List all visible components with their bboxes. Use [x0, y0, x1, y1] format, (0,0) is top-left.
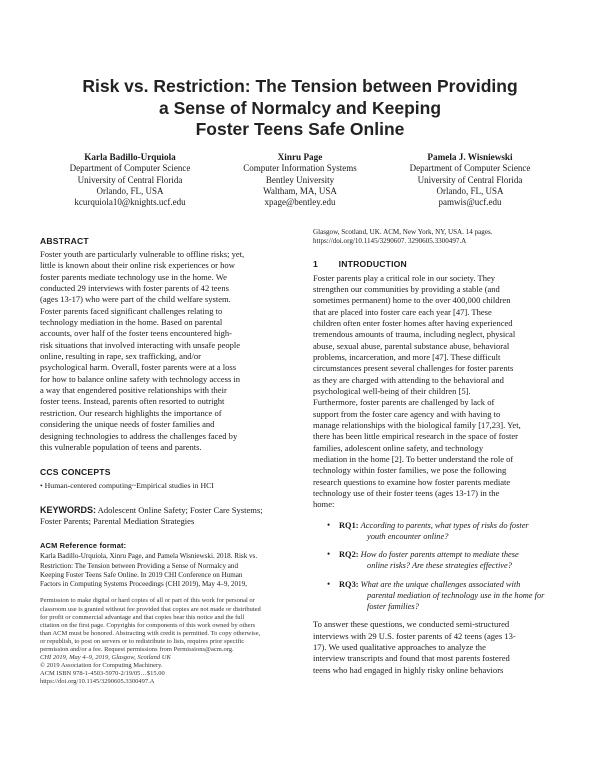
abstract-line: Foster parents faced significant challenges relating to [40, 305, 223, 316]
author-email[interactable]: xpage@bentley.edu [264, 197, 336, 208]
permission-line: Permission to make digital or hard copies of all or part of this work for personal or [40, 597, 255, 605]
rq-line [339, 560, 560, 571]
permission-line: for profit or commercial advantage and that copies bear this notice and the full [40, 613, 245, 621]
rq-text: According to parents, what types of risks do foster [360, 520, 529, 530]
rq-text: How do foster parents attempt to mediate these [360, 550, 519, 560]
author-affiliation: Department of Computer Science [69, 163, 191, 174]
abstract-line: conducted 29 interviews with foster parents of 42 teens [40, 283, 229, 294]
author-1 [40, 152, 220, 208]
abstract-line: this vulnerable population of teens and parents. [40, 441, 202, 452]
bullet-icon: • [327, 578, 331, 589]
right-column [313, 228, 560, 676]
author-institution: Bentley University [265, 174, 335, 185]
rq-label: RQ2: [339, 550, 359, 560]
author-name: Karla Badillo-Urquiola [84, 152, 176, 162]
rq-line [339, 520, 560, 531]
research-question-3 [313, 579, 560, 613]
rq-text: parental mediation of technology use in the home for [367, 590, 545, 600]
author-block [40, 152, 560, 222]
abstract-line: risk situations that involved interacting with unsafe people [40, 339, 241, 350]
author-email[interactable]: pamwis@ucf.edu [438, 197, 502, 208]
intro-line: 17). We used qualitative approaches to analyze the [313, 641, 486, 652]
rq-line [339, 531, 560, 542]
author-affiliation: Department of Computer Science [409, 163, 531, 174]
acm-reference-line: Keeping Foster Teens Safe Online. In 2019 CHI Conference on Human [40, 570, 243, 579]
acm-reference-line: Karla Badillo-Urquiola, Xinru Page, and Pamela Wisniewski. 2018. Risk vs. [40, 552, 258, 561]
abstract-line: little is known about their online risk experiences or how [40, 260, 235, 271]
permission-line: © 2019 Association for Computing Machinery. [40, 662, 163, 670]
abstract-line: restriction. Our research highlights the importance of [40, 407, 222, 418]
acm-reference-heading: ACM Reference format: [40, 541, 127, 551]
intro-line: circumstances present several challenges for foster parents [313, 363, 514, 374]
author-name: Xinru Page [277, 152, 323, 162]
intro-line: research questions to examine how foster parents mediate [313, 476, 511, 487]
abstract-line: (ages 13-17) who were part of the child welfare system. [40, 294, 231, 305]
title-line: Risk vs. Restriction: The Tension between Providing [82, 76, 518, 96]
permission-line: than ACM must be honored. Abstracting with credit is permitted. To copy otherwise, [40, 629, 261, 637]
rq-label: RQ3: [339, 579, 359, 589]
abstract-body [40, 249, 287, 453]
abstract-line: foster teens. Instead, parents often resorted to outright [40, 396, 225, 407]
abstract-line: accounts, over half of the foster teens encountered high- [40, 328, 232, 339]
introduction-body [313, 273, 560, 511]
permission-line: CHI 2019, May 4–9, 2019, Glasgow, Scotland UK [40, 654, 171, 662]
abstract-line: foster parents mediate technology use in the home. We [40, 271, 227, 282]
abstract-line: technology mediation in the home. Based on parental [40, 317, 223, 328]
permission-line: classroom use is granted without fee provided that copies are not made or distributed [40, 605, 261, 613]
left-column [40, 228, 287, 686]
intro-line: as they are charged with attending to the behavioral and [313, 374, 504, 385]
keywords-label: KEYWORDS: [40, 504, 96, 515]
rq-text: youth encounter online? [367, 532, 449, 542]
abstract-line: psychological harm. Overall, foster parents were at a loss [40, 362, 237, 373]
intro-line: sometimes permanent) home to the over 400,000 children [313, 295, 511, 306]
intro-line: strengthen our communities by providing a stable (and [313, 283, 500, 294]
author-3 [380, 152, 560, 208]
title-line: Foster Teens Safe Online [195, 119, 405, 139]
author-location: Orlando, FL, USA [436, 185, 504, 196]
permission-line: citation on the first page. Copyrights for components of this work owned by others [40, 621, 256, 629]
intro-line: interviews with 29 U.S. foster parents of 42 teens (ages 13- [313, 630, 516, 641]
research-question-2 [313, 549, 560, 571]
permission-notice [40, 597, 287, 686]
intro-line: families, adolescent online safety, and technology [313, 442, 484, 453]
abstract-line: Foster youth are particularly vulnerable to offline risks; yet, [40, 249, 245, 259]
ccs-item: • Human-centered computing~Empirical studies in HCI [40, 481, 214, 491]
keywords-block [40, 505, 287, 528]
intro-line: psychological well-being of their children [5]. [313, 386, 471, 397]
acm-reference-line: Factors in Computing Systems Proceedings (CHI 2019), May 4–9, 2019, [40, 580, 247, 589]
rq-text: What are the unique challenges associated with [360, 579, 521, 589]
intro-line: Furthermore, foster parents are challenged by lack of [313, 397, 495, 408]
intro-line: mediation in the home [2]. To better understand the role of [313, 454, 514, 465]
reference-doi-link[interactable]: https://doi.org/10.1145/3290607. 3290605.3300497.A [313, 237, 467, 246]
intro-line: abuse, sexual abuse, parental substance abuse, behavioral [313, 340, 510, 351]
rq-line [339, 549, 560, 560]
acm-reference-body [40, 552, 287, 589]
rq-line [339, 579, 560, 590]
abstract-line: a way that engendered positive relationships with their [40, 385, 227, 396]
author-location: Orlando, FL, USA [96, 185, 164, 196]
intro-line: To answer these questions, we conducted semi-structured [313, 619, 510, 630]
author-email[interactable]: kcurquiola10@knights.ucf.edu [74, 197, 186, 208]
intro-line: tremendous amounts of trauma, including neglect, physical [313, 329, 516, 340]
intro-line: teens who had engaged in highly risky online behaviors [313, 664, 504, 675]
abstract-line: considering the unique needs of foster families and [40, 419, 215, 430]
author-2 [210, 152, 390, 208]
intro-line: manage relationships with the biological family [17,23]. Yet, [313, 420, 521, 431]
reference-continued [313, 228, 560, 247]
rq-label: RQ1: [339, 520, 359, 530]
research-question-1 [313, 520, 560, 542]
author-location: Waltham, MA, USA [263, 185, 337, 196]
title-line: a Sense of Normalcy and Keeping [158, 97, 442, 118]
author-name: Pamela J. Wisniewski [427, 152, 513, 162]
intro-line: children often enter foster homes after having experienced [313, 317, 513, 328]
rq-line [339, 601, 560, 612]
introduction-heading: 1 INTRODUCTION [313, 258, 407, 269]
doi-link[interactable]: https://doi.org/10.1145/3290605.3300497.A [40, 678, 155, 686]
permission-line: permission and/or a fee. Request permissions from Permissions@acm.org. [40, 645, 234, 653]
rq-text: online risks? Are these strategies effective? [367, 561, 512, 571]
introduction-continued [313, 619, 560, 676]
intro-line: interview transcripts and found that most parents fostered [313, 653, 510, 664]
keywords-text: Adolescent Online Safety; Foster Care Systems; [97, 504, 263, 515]
intro-line: there has been little empirical research in the space of foster [313, 431, 519, 442]
abstract-line: online, resulting in rape, sex trafficking, and/or [40, 351, 202, 362]
author-affiliation: Computer Information Systems [243, 163, 357, 174]
intro-line: home: [313, 499, 335, 510]
bullet-icon: • [327, 519, 331, 530]
intro-line: Foster parents play a critical role in our society. They [313, 272, 496, 283]
author-institution: University of Central Florida [77, 174, 183, 185]
author-institution: University of Central Florida [417, 174, 523, 185]
permission-line: or republish, to post on servers or to redistribute to lists, requires prior specific [40, 637, 245, 645]
keywords-line [40, 505, 287, 516]
abstract-line: designing technologies to address the challenges faced by [40, 430, 238, 441]
ccs-heading: CCS CONCEPTS [40, 467, 111, 478]
intro-line: problems, incarceration, and more [47]. These difficult [313, 352, 501, 362]
permission-line: ACM ISBN 978-1-4503-5970-2/19/05…$15.00 [40, 670, 165, 678]
intro-line: that are placed into foster care each year [47]. These [313, 306, 492, 317]
keywords-line: Foster Parents; Parental Mediation Strategies [40, 515, 195, 526]
rq-text: foster families? [367, 602, 419, 612]
abstract-line: for how to balance online safety with technology access in [40, 373, 241, 384]
reference-continued-line: Glasgow, Scotland, UK. ACM, New York, NY, USA. 14 pages. [313, 228, 493, 236]
intro-line: support from the foster care agency and with having to [313, 408, 501, 419]
acm-reference-line: Restriction: The Tension between Providing a Sense of Normalcy and [40, 561, 239, 570]
paper-title [40, 76, 560, 141]
rq-line [339, 590, 560, 601]
intro-line: technology use of their foster teens (ages 13-17) in the [313, 488, 500, 499]
bullet-icon: • [327, 549, 331, 560]
abstract-heading: ABSTRACT [40, 236, 89, 246]
intro-line: technology within foster families, we pose the following [313, 465, 507, 476]
